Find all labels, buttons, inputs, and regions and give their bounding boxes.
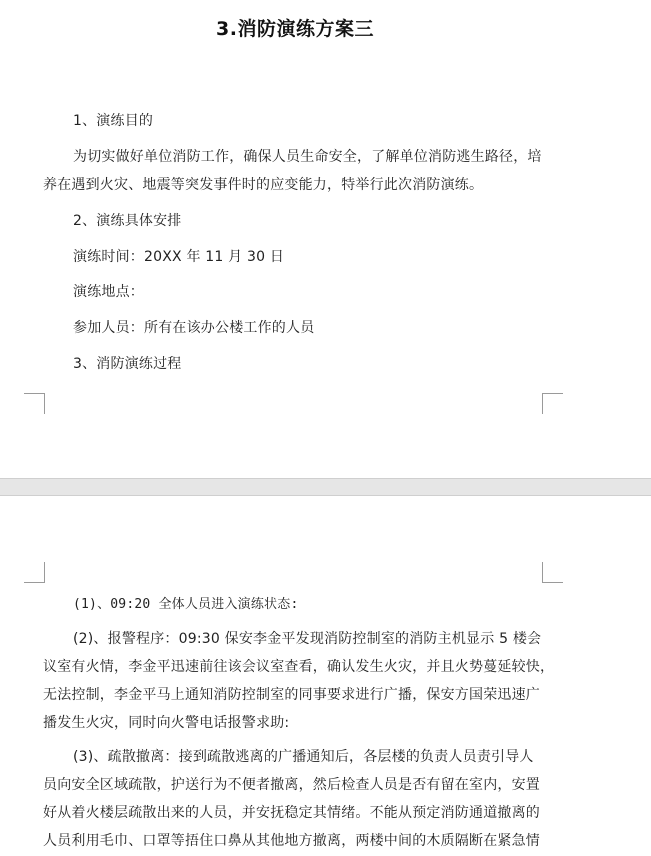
document-page-2 — [0, 495, 651, 856]
paragraph-line: 为切实做好单位消防工作，确保人员生命安全，了解单位消防逃生路径，培 — [73, 149, 542, 165]
paragraph-line: 好从着火楼层疏散出来的人员，并安抚稳定其情绪。不能从预定消防通道撤离的 — [43, 805, 540, 821]
margin-corner-marker — [542, 393, 563, 414]
paragraph-line: 员向安全区域疏散，护送行为不便者撤离，然后检查人员是否有留在室内，安置 — [43, 777, 540, 793]
paragraph-line: 人员利用毛巾、口罩等捂住口鼻从其他地方撤离，两楼中间的木质隔断在紧急情 — [43, 833, 540, 849]
section-heading-arrangement: 2、演练具体安排 — [73, 213, 182, 229]
section-heading-process: 3、消防演练过程 — [73, 356, 182, 372]
section-heading-purpose: 1、演练目的 — [73, 113, 154, 129]
paragraph-line: 养在遇到火灾、地震等突发事件时的应变能力，特举行此次消防演练。 — [43, 177, 484, 193]
process-step-line: (3)、疏散撤离：接到疏散逃离的广播通知后，各层楼的负责人员责引导人 — [73, 749, 534, 765]
paragraph-line: 议室有火情，李金平迅速前往该会议室查看，确认发生火灾，并且火势蔓延较快， — [43, 659, 555, 675]
participants-line: 参加人员：所有在该办公楼工作的人员 — [73, 320, 315, 336]
drill-time-line: 演练时间：20XX 年 11 月 30 日 — [73, 249, 285, 265]
paragraph-line: 无法控制，李金平马上通知消防控制室的同事要求进行广播，保安方国荣迅速广 — [43, 687, 540, 703]
process-step-line: (2)、报警程序：09:30 保安李金平发现消防控制室的消防主机显示 5 楼会 — [73, 631, 542, 647]
margin-corner-marker — [542, 562, 563, 583]
paragraph-line: 播发生火灾，同时向火警电话报警求助: — [43, 715, 290, 731]
drill-location-line: 演练地点： — [73, 284, 144, 300]
margin-corner-marker — [24, 562, 45, 583]
process-step-line: (1)、09:20 全体人员进入演练状态: — [73, 597, 299, 612]
margin-corner-marker — [24, 393, 45, 414]
document-title: 3.消防演练方案三 — [216, 18, 374, 40]
